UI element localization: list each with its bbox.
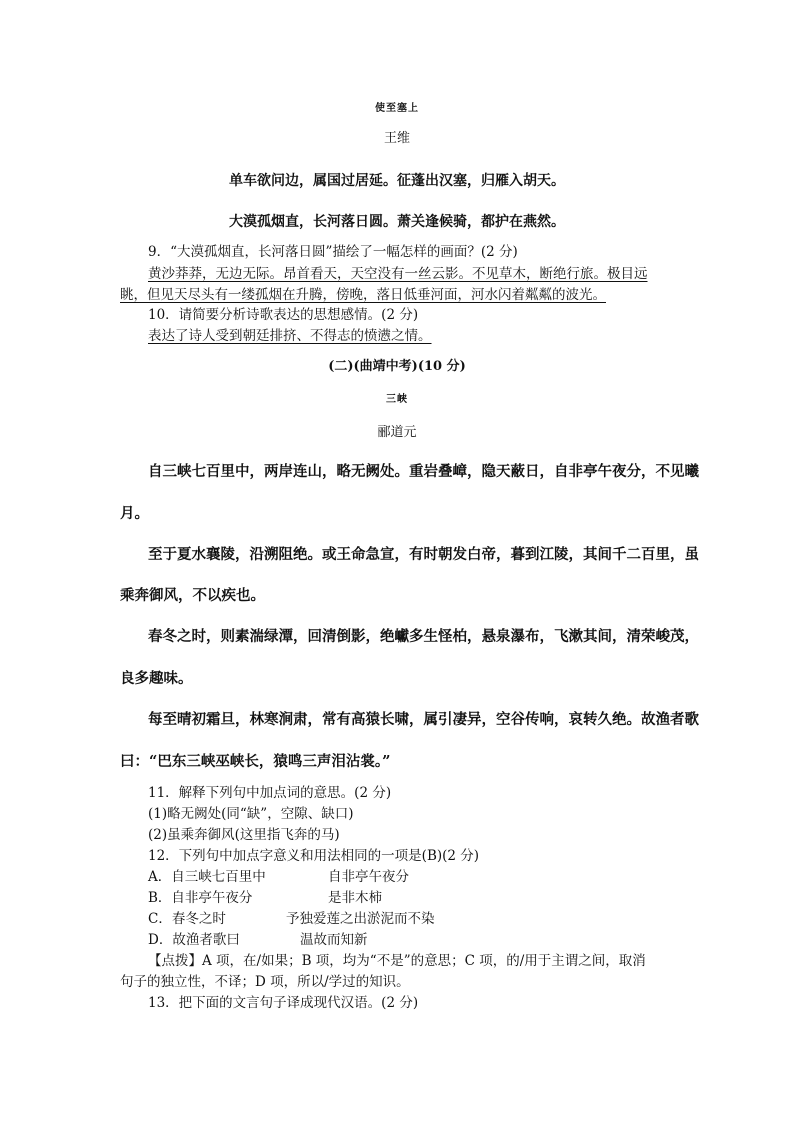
prose-p1-line-2: 月。 — [120, 505, 149, 522]
question-11: 11．解释下列句中加点词的意思。(2 分) — [148, 785, 392, 801]
answer-9-line-1: 黄沙莽莽，无边无际。昂首看天，天空没有一丝云影。不见草木，断绝行旅。极目远 — [148, 266, 648, 282]
prose-p3-line-2: 良多趣味。 — [120, 670, 193, 687]
answer-11-item-1: (1)略无阙处(同“缺”，空隙、缺口) — [148, 806, 354, 822]
poem-line-1: 单车欲问边，属国过居延。征蓬出汉塞，归雁入胡天。 — [229, 173, 565, 189]
option-d-left: D．故渔者歌曰 — [148, 932, 240, 948]
option-a-right: 自非亭午夜分 — [328, 869, 409, 885]
option-b-left: B．自非亭午夜分 — [148, 890, 253, 906]
option-b-right: 是非木柿 — [328, 890, 382, 906]
option-d-right: 温故而知新 — [300, 932, 368, 948]
answer-9-line-2: 眺，但见天尽头有一缕孤烟在升腾，傍晚，落日低垂河面，河水闪着粼粼的波光。 — [120, 287, 606, 303]
answer-10: 表达了诗人受到朝廷排挤、不得志的愤懑之情。 — [148, 328, 432, 344]
question-10: 10．请简要分析诗歌表达的思想感情。(2 分) — [148, 307, 419, 323]
question-13: 13．把下面的文言句子译成现代汉语。(2 分) — [148, 995, 419, 1011]
prose-p4-line-2: 曰：“巴东三峡巫峡长，猿鸣三声泪沾裳。” — [120, 753, 391, 770]
hint-line-1: 【点拨】A 项，在/如果；B 项，均为“不是”的意思；C 项，的/用于主谓之间，取消 — [148, 953, 646, 969]
poem-author: 王维 — [383, 131, 410, 146]
poem-title: 使至塞上 — [375, 103, 419, 114]
option-a-left: A．自三峡七百里中 — [148, 869, 266, 885]
option-c-right: 予独爱莲之出淤泥而不染 — [286, 911, 435, 927]
prose-p2-line-1: 至于夏水襄陵，沿溯阻绝。或王命急宣，有时朝发白帝，暮到江陵，其间千二百里，虽 — [148, 546, 699, 563]
section-heading: (二)(曲靖中考)(10 分) — [328, 359, 466, 374]
question-9: 9．“大漠孤烟直，长河落日圆”描绘了一幅怎样的画面？(2 分) — [148, 244, 518, 260]
prose-p1-line-1: 自三峡七百里中，两岸连山，略无阙处。重岩叠嶂，隐天蔽日，自非亭午夜分，不见曦 — [148, 463, 699, 480]
prose-p3-line-1: 春冬之时，则素湍绿潭，回清倒影，绝巘多生怪柏，悬泉瀑布，飞漱其间，清荣峻茂， — [148, 628, 699, 645]
prose-p2-line-2: 乘奔御风，不以疾也。 — [120, 587, 265, 604]
option-c-left: C．春冬之时 — [148, 911, 226, 927]
poem-line-2: 大漠孤烟直，长河落日圆。萧关逢候骑，都护在燕然。 — [229, 214, 565, 230]
prose-title: 三峡 — [386, 394, 408, 405]
question-12: 12．下列句中加点字意义和用法相同的一项是(B)(2 分) — [148, 848, 480, 864]
prose-author: 郦道元 — [377, 425, 417, 440]
hint-line-2: 句子的独立性，不译；D 项，所以/学过的知识。 — [120, 974, 410, 990]
answer-11-item-2: (2)虽乘奔御风(这里指飞奔的马) — [148, 827, 340, 843]
prose-p4-line-1: 每至晴初霜旦，林寒涧肃，常有高猿长啸，属引凄异，空谷传响，哀转久绝。故渔者歌 — [148, 711, 699, 728]
